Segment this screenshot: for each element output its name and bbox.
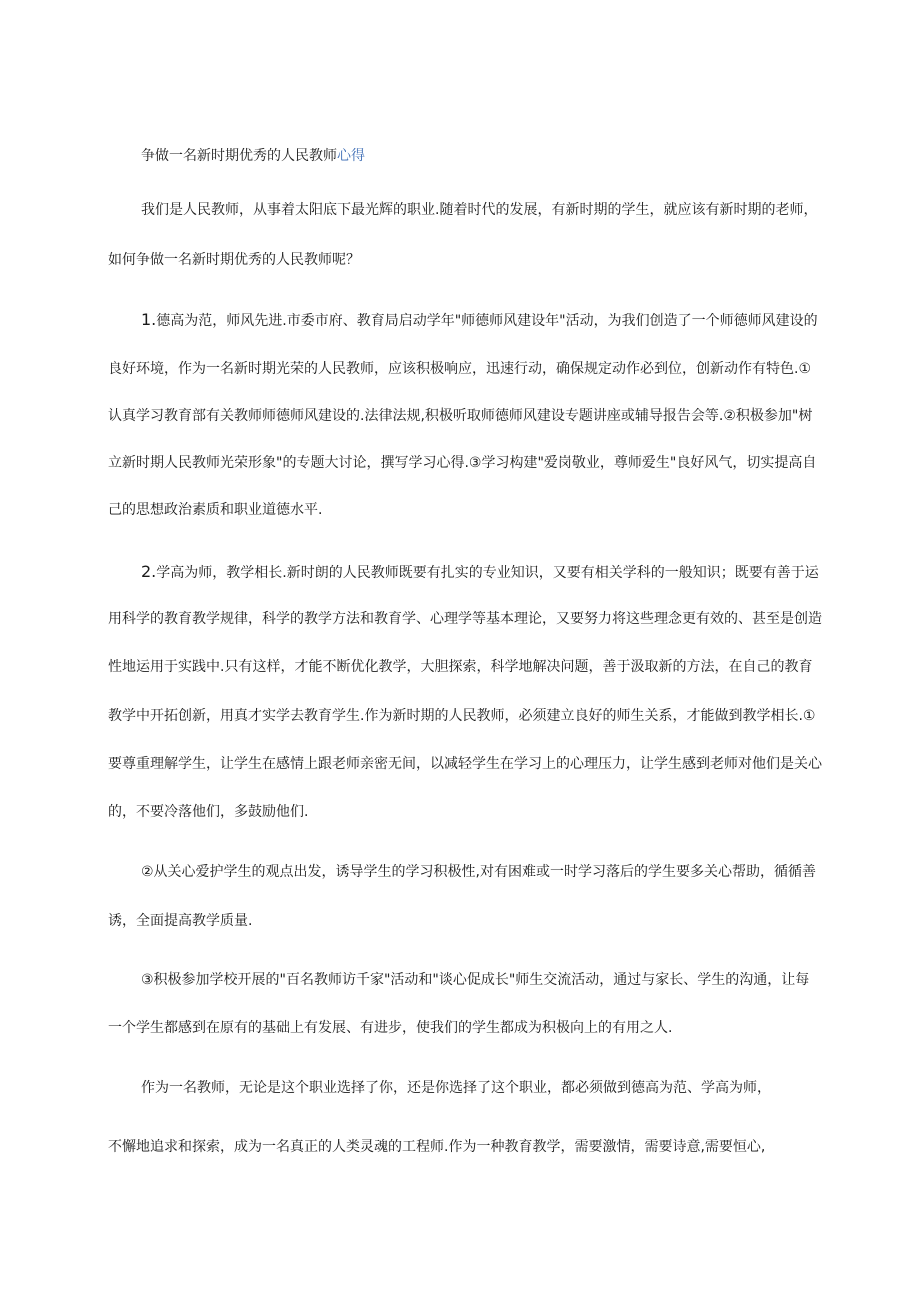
paragraph-4-line: ②从关心爱护学生的观点出发，诱导学生的学习积极性,对有困难或一时学习落后的学生要多关心帮助，循循善: [141, 864, 816, 880]
paragraph-3-line: 要尊重理解学生，让学生在感情上跟老师亲密无间，以减轻学生在学习上的心理压力，让学生感到老师对他们是关心: [108, 756, 822, 772]
paragraph-6-line: 不懈地追求和探索，成为一名真正的人类灵魂的工程师.作为一种教育教学，需要激情，需要诗意,需要恒心,: [108, 1139, 766, 1155]
paragraph-3-line: [141, 562, 819, 583]
paragraph-5-line: ③积极参加学校开展的"百名教师访千家"活动和"谈心促成长"师生交流活动，通过与家长、学生的沟通，让每: [141, 972, 810, 988]
paragraph-2-number: 1.: [141, 310, 157, 329]
paragraph-3-number: 2.: [141, 562, 157, 581]
paragraph-2-line: 认真学习教育部有关教师师德师风建设的.法律法规,积极听取师德师风建设专题讲座或辅导报告会等.②积极参加"树: [108, 408, 813, 424]
title-main: 争做一名新时期优秀的人民教师: [141, 148, 337, 164]
paragraph-1-line: 我们是人民教师，从事着太阳底下最光辉的职业.随着时代的发展，有新时期的学生，就应该有新时期的老师，: [141, 202, 818, 218]
paragraph-2-line: [141, 310, 818, 331]
paragraph-1-line: 如何争做一名新时期优秀的人民教师呢？: [108, 252, 360, 268]
title-accent: 心得: [337, 148, 365, 164]
paragraph-2-line: 立新时期人民教师光荣形象"的专题大讨论，撰写学习心得.③学习构建"爱岗敬业，尊师爱生"良好风气，切实提高自: [108, 455, 817, 471]
paragraph-2-first: 德高为范，师风先进.市委市府、教育局启动学年"师德师风建设年"活动，为我们创造了一个师德师风建设的: [156, 313, 818, 329]
paragraph-5-line: 一个学生都感到在原有的基础上有发展、有进步，使我们的学生都成为积极向上的有用之人.: [108, 1020, 673, 1036]
paragraph-3-line: 性地运用于实践中.只有这样，才能不断优化教学，大胆探索，科学地解决问题，善于汲取新的方法，在自己的教育: [108, 659, 813, 675]
paragraph-6-line: 作为一名教师，无论是这个职业选择了你，还是你选择了这个职业，都必须做到德高为范、学高为师，: [141, 1080, 771, 1096]
paragraph-4-line: 诱，全面提高教学质量.: [108, 913, 253, 929]
paragraph-3-line: 教学中开拓创新，用真才实学去教育学生.作为新时期的人民教师，必须建立良好的师生关系，才能做到教学相长.①: [108, 708, 816, 724]
paragraph-3-first: 学高为师，教学相长.新时朗的人民教师既要有扎实的专业知识，又要有相关学科的一般知识；既要有善于运: [156, 565, 819, 581]
paragraph-2-line: 良好环境，作为一名新时期光荣的人民教师，应该积极响应，迅速行动，确保规定动作必到位，创新动作有特色.①: [108, 361, 811, 377]
document-title: [141, 146, 365, 166]
paragraph-2-line: 己的思想政治素质和职业道德水平.: [108, 502, 323, 518]
paragraph-3-line: 用科学的教育教学规律，科学的教学方法和教育学、心理学等基本理论，又要努力将这些理念更有效的、甚至是创造: [108, 611, 822, 627]
paragraph-3-line: 的，不要冷落他们，多鼓励他们.: [108, 804, 309, 820]
